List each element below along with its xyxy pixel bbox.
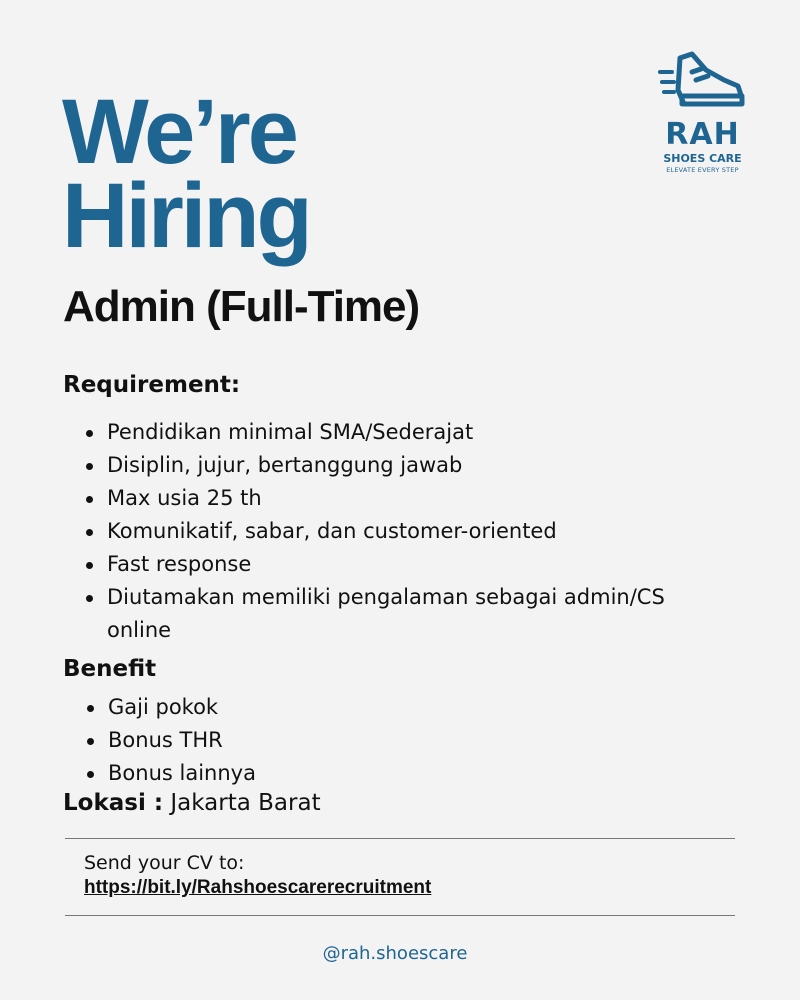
logo-name: RAH bbox=[665, 117, 740, 152]
requirements-list bbox=[64, 416, 724, 647]
logo-subtitle: SHOES CARE bbox=[663, 152, 742, 165]
list-item: Fast response bbox=[64, 548, 724, 581]
benefit-list bbox=[65, 691, 565, 790]
apply-link[interactable]: https://bit.ly/Rahshoescarerecruitment bbox=[84, 877, 432, 898]
list-item: Max usia 25 th bbox=[64, 482, 724, 515]
list-item: Gaji pokok bbox=[65, 691, 565, 724]
social-handle: @rah.shoescare bbox=[322, 943, 468, 964]
list-item: Diutamakan memiliki pengalaman sebagai admin/CS online bbox=[64, 581, 707, 647]
list-item: Komunikatif, sabar, dan customer-oriented bbox=[64, 515, 724, 548]
requirements-title: Requirement: bbox=[63, 372, 241, 398]
list-item: Disiplin, jujur, bertanggung jawab bbox=[64, 449, 724, 482]
list-item: Pendidikan minimal SMA/Sederajat bbox=[64, 416, 724, 449]
list-item: Bonus THR bbox=[65, 724, 565, 757]
list-item: Bonus lainnya bbox=[65, 757, 565, 790]
hero-line-2: Hiring bbox=[62, 165, 310, 267]
hero-heading bbox=[62, 81, 310, 267]
divider-top bbox=[65, 838, 735, 839]
sneaker-icon bbox=[658, 50, 748, 112]
benefit-title: Benefit bbox=[63, 656, 157, 682]
location bbox=[63, 790, 321, 816]
brand-logo bbox=[650, 50, 755, 174]
location-value: Jakarta Barat bbox=[170, 790, 321, 816]
location-label: Lokasi : bbox=[63, 790, 164, 816]
apply-label: Send your CV to: bbox=[84, 852, 245, 874]
job-title: Admin (Full-Time) bbox=[63, 282, 420, 331]
logo-tagline: ELEVATE EVERY STEP bbox=[666, 166, 739, 174]
hero-line-1: We’re bbox=[62, 81, 296, 183]
divider-bottom bbox=[65, 915, 735, 916]
